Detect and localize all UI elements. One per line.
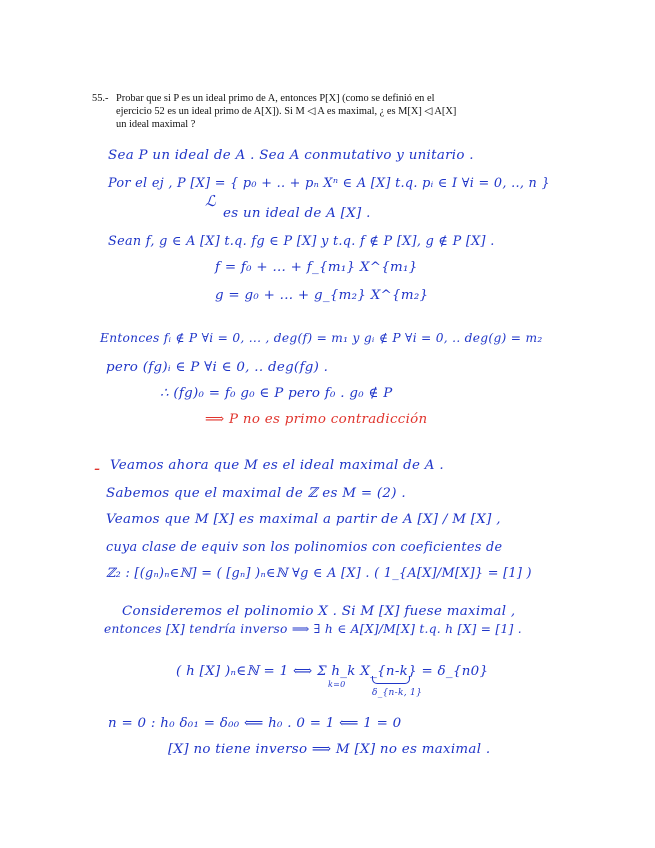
note-line: es un ideal de A [X] . [223, 206, 371, 221]
problem-number: 55.- [92, 93, 109, 104]
note-line: entonces [X] tendría inverso ⟹ ∃ h ∈ A[X]/M[X] t.q. h [X] = [1] . [104, 622, 522, 636]
note-line: ℒ [205, 192, 217, 210]
note-line: ∴ (fg)₀ = f₀ g₀ ∈ P pero f₀ . g₀ ∉ P [160, 386, 393, 401]
note-line: Entonces fᵢ ∉ P ∀i = 0, ... , deg(f) = m₁ y gᵢ ∉ P ∀i = 0, .. deg(g) = m₂ [100, 331, 543, 345]
underbrace [372, 676, 410, 684]
note-line: ⟹ P no es primo contradicción [205, 412, 428, 427]
problem-line: un ideal maximal ? [116, 119, 196, 130]
note-line: [X] no tiene inverso ⟹ M [X] no es maximal . [168, 742, 491, 757]
note-line: pero (fg)ᵢ ∈ P ∀i ∈ 0, .. deg(fg) . [106, 360, 329, 375]
sum-index: k=0 [328, 680, 346, 689]
note-line: Consideremos el polinomio X . Si M [X] fuese maximal , [122, 604, 516, 619]
note-line: Sea P un ideal de A . Sea A conmutativo y unitario . [108, 148, 474, 163]
problem-line: ejercicio 52 es un ideal primo de A[X]). Si M ◁ A es maximal, ¿ es M[X] ◁ A[X] [116, 106, 457, 117]
note-line: g = g₀ + ... + g_{m₂} X^{m₂} [215, 288, 429, 303]
underbrace-label: δ_{n-k, 1} [372, 688, 423, 698]
note-line: Veamos ahora que M es el ideal maximal de A . [110, 458, 444, 473]
note-line: cuya clase de equiv son los polinomios con coeficientes de [106, 540, 503, 555]
note-line: Veamos que M [X] es maximal a partir de A [X] / M [X] , [106, 512, 501, 527]
problem-statement [92, 92, 482, 131]
bullet-dash: - [94, 458, 101, 479]
note-line: n = 0 : h₀ δ₀₁ = δ₀₀ ⟸ h₀ . 0 = 1 ⟸ 1 = 0 [108, 716, 402, 731]
problem-line: Probar que si P es un ideal primo de A, entonces P[X] (como se definió en el [116, 93, 435, 104]
note-line: ( h [X] )ₙ∈ℕ = 1 ⟺ Σ h_k X_{n-k} = δ_{n0} [176, 664, 489, 679]
note-line: Sabemos que el maximal de ℤ es M = (2) . [106, 486, 406, 501]
note-line: Sean f, g ∈ A [X] t.q. fg ∈ P [X] y t.q. f ∉ P [X], g ∉ P [X] . [108, 234, 495, 249]
note-line: ℤ₂ : [(gₙ)ₙ∈ℕ] = ( [gₙ] )ₙ∈ℕ ∀g ∈ A [X] . ( 1_{A[X]/M[X]} = [1] ) [106, 566, 532, 581]
note-line: f = f₀ + ... + f_{m₁} X^{m₁} [215, 260, 418, 275]
note-line: Por el ej , P [X] = { p₀ + .. + pₙ Xⁿ ∈ A [X] t.q. pᵢ ∈ I ∀i = 0, .., n } [108, 176, 550, 191]
